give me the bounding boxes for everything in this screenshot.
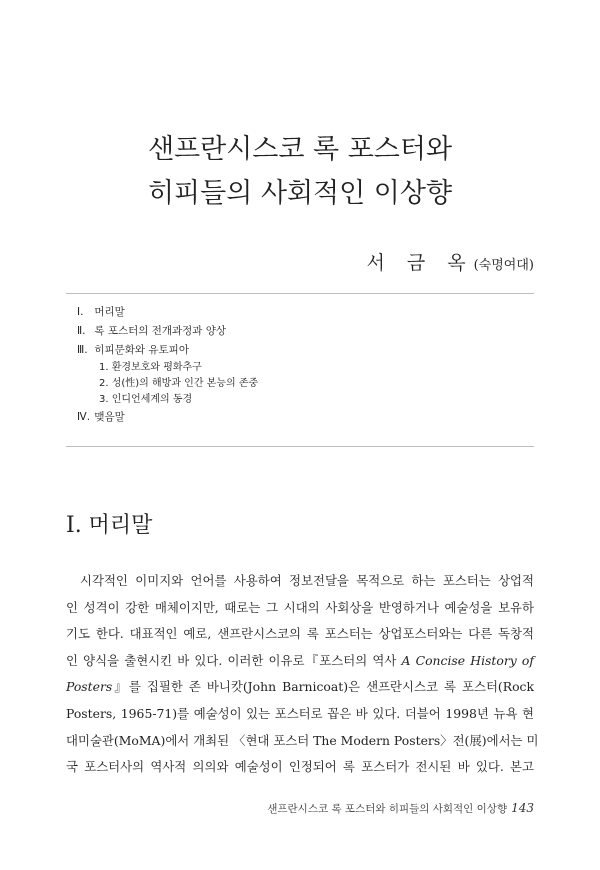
page-number: 143 [511,801,534,815]
body-line-5-text: 』를 집필한 존 바니캇(John Barnicoat)은 샌프란시스코 록 포스터(Rock [112,679,534,695]
title-line-1: 샌프란시스코 록 포스터와 [147,134,453,165]
body-line-4-text: 인 양식을 출현시킨 바 있다. 이러한 이유로『포스터의 역사 [66,652,402,668]
toc-item-label: 머리말 [94,306,125,318]
toc-item-label: 히피문화와 유토피아 [94,344,189,356]
toc-item-2 [66,322,534,341]
body-line-8: 국 포스터사의 역사적 의의와 예술성이 인정되어 록 포스터가 전시된 바 있다. 본고 [66,759,534,775]
italic-book-title-end: Posters [66,679,113,695]
running-title: 샌프란시스코 록 포스터와 히피들의 사회적인 이상향 [267,803,508,815]
toc-sublist [77,360,534,408]
toc-item-label: 록 포스터의 전개과정과 양상 [94,325,227,337]
author-byline [366,248,534,275]
toc-item-number: Ⅳ. [77,411,91,423]
body-line-6: Posters, 1965-71)를 예술성이 있는 포스터로 꼽은 바 있다. 더블어 1998년 뉴욕 현 [66,705,534,721]
toc-subitem-1: 1. 환경보호와 평화추구 [99,362,202,373]
toc-item-label: 맺음말 [94,411,125,423]
section-heading: Ⅰ. 머리말 [66,513,153,538]
body-line-2: 인 성격이 강한 매체이지만, 때로는 그 시대의 사회상을 반영하거나 예술성을 보유하 [66,599,534,615]
page-footer [267,801,534,816]
toc-item-number: Ⅲ. [77,344,88,356]
author-name: 서 금 옥 [366,252,474,274]
toc-item-3 [66,341,534,408]
author-affiliation: (숙명여대) [473,258,534,273]
toc-item-number: Ⅰ. [77,306,84,318]
body-line-5 [66,674,534,701]
body-line-7: 대미술관(MoMA)에서 개최된 〈현대 포스터 The Modern Posters〉전(展)에서는 미 [66,732,539,748]
table-of-contents [66,293,534,447]
toc-item-1 [66,303,534,322]
toc-subitem-2: 2. 성(性)의 해방과 인간 본능의 존중 [99,378,259,389]
title-line-2: 히피들의 사회적인 이상향 [147,178,453,209]
italic-book-title: A Concise History of [401,652,534,668]
body-line-4 [66,648,534,675]
toc-subitem-3: 3. 인디언세계의 동경 [99,394,193,405]
body-paragraph [66,568,539,781]
body-line-1: 시각적인 이미지와 언어를 사용하여 정보전달을 목적으로 하는 포스터는 상업적 [80,573,534,588]
toc-item-number: Ⅱ. [77,325,86,337]
body-line-3: 기도 한다. 대표적인 예로, 샌프란시스코의 록 포스터는 상업포스터와는 다른 독창적 [66,626,534,642]
toc-item-4 [66,408,534,427]
article-title [0,128,600,216]
